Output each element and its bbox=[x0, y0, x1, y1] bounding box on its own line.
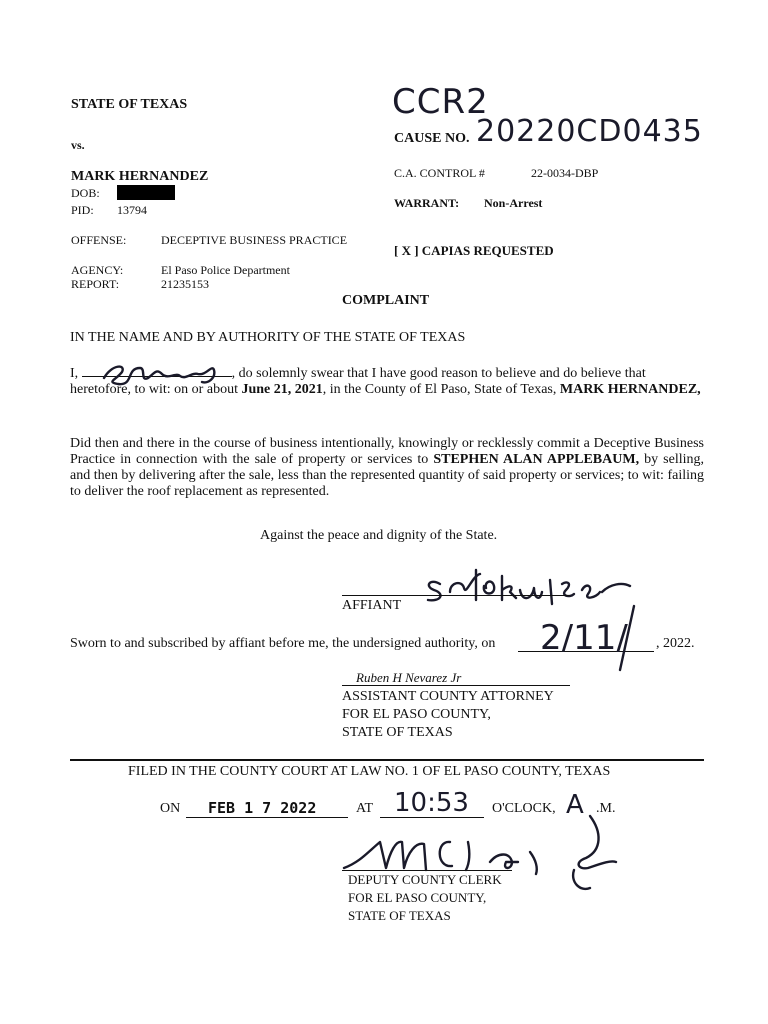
am-pm-suffix: .M. bbox=[596, 801, 616, 816]
capias-requested: [ X ] CAPIAS REQUESTED bbox=[394, 243, 554, 258]
attorney-title: ASSISTANT COUNTY ATTORNEY bbox=[342, 689, 554, 704]
date-slash-stroke bbox=[612, 604, 642, 674]
report-value: 21235153 bbox=[161, 277, 209, 291]
paragraph-county-text: , in the County of El Paso, State of Texas, bbox=[322, 382, 560, 397]
attorney-state: STATE OF TEXAS bbox=[342, 725, 453, 740]
peace-and-dignity: Against the peace and dignity of the State. bbox=[260, 528, 498, 543]
defendant-name: MARK HERNANDEZ bbox=[71, 169, 209, 184]
pid-value: 13794 bbox=[117, 203, 147, 217]
dob-redaction bbox=[117, 185, 175, 200]
sworn-statement: Sworn to and subscribed by affiant before me, the undersigned authority, on bbox=[70, 636, 496, 651]
agency-label: AGENCY: bbox=[71, 263, 124, 277]
victim-name: STEPHEN ALAN APPLEBAUM, bbox=[433, 452, 640, 467]
offense-label: OFFENSE: bbox=[71, 233, 127, 247]
affiant-label: AFFIANT bbox=[342, 598, 402, 613]
oclock-label: O'CLOCK, bbox=[492, 801, 556, 816]
offense-paragraph bbox=[70, 436, 704, 500]
cause-number-label: CAUSE NO. bbox=[394, 131, 470, 146]
deputy-clerk-signature bbox=[340, 812, 620, 902]
sworn-date-handwritten: 2/11/ bbox=[540, 618, 628, 658]
clerk-signature-line bbox=[342, 870, 512, 871]
versus-label: vs. bbox=[71, 138, 85, 152]
paragraph-swear-text: , do solemnly swear that I have good reason to believe and do believe that bbox=[231, 366, 646, 381]
warrant-value: Non-Arrest bbox=[484, 196, 543, 210]
am-pm-handwritten: A bbox=[566, 790, 584, 820]
clerk-state: STATE OF TEXAS bbox=[348, 908, 451, 923]
authority-line: IN THE NAME AND BY AUTHORITY OF THE STATE OF TEXAS bbox=[70, 330, 466, 345]
report-label: REPORT: bbox=[71, 277, 120, 291]
affiant-name-blank bbox=[82, 376, 232, 377]
sworn-year: , 2022. bbox=[656, 636, 695, 651]
filing-divider bbox=[70, 759, 704, 761]
attorney-county: FOR EL PASO COUNTY, bbox=[342, 707, 491, 722]
attorney-signature-line bbox=[342, 685, 570, 686]
paragraph-heretofore-text: heretofore, to wit: on or about bbox=[70, 382, 242, 397]
filed-at-label: AT bbox=[356, 801, 374, 816]
clerk-title: DEPUTY COUNTY CLERK bbox=[348, 872, 502, 887]
agency-value: El Paso Police Department bbox=[161, 263, 290, 277]
affiant-signature bbox=[410, 562, 640, 612]
attorney-name: Ruben H Nevarez Jr bbox=[356, 670, 462, 685]
filed-date-stamp: FEB 1 7 2022 bbox=[208, 799, 317, 817]
filed-date-blank bbox=[186, 817, 348, 818]
offense-description-part1: Did then and there in the course of business intentionally, knowingly or recklessly commit a Deceptive Business Practice in connection with the sale of property or services to bbox=[70, 436, 704, 467]
filed-on-label: ON bbox=[160, 801, 181, 816]
filed-time-handwritten: 10:53 bbox=[394, 788, 469, 818]
offense-value: DECEPTIVE BUSINESS PRACTICE bbox=[161, 233, 348, 247]
pid-label: PID: bbox=[71, 203, 94, 217]
state-of-texas-heading: STATE OF TEXAS bbox=[71, 97, 188, 112]
ca-control-value: 22-0034-DBP bbox=[531, 166, 599, 180]
ca-control-label: C.A. CONTROL # bbox=[394, 166, 485, 180]
clerk-county: FOR EL PASO COUNTY, bbox=[348, 890, 487, 905]
court-handwritten: CCR2 bbox=[392, 82, 489, 122]
dob-label: DOB: bbox=[71, 186, 100, 200]
offense-date: June 21, 2021 bbox=[241, 382, 323, 397]
complaint-title: COMPLAINT bbox=[342, 293, 430, 308]
affiant-signature-line bbox=[342, 595, 570, 596]
defendant-name-inline: MARK HERNANDEZ, bbox=[559, 382, 701, 397]
filed-in-court-line: FILED IN THE COUNTY COURT AT LAW NO. 1 OF EL PASO COUNTY, TEXAS bbox=[128, 764, 611, 779]
affidavit-paragraph bbox=[70, 366, 704, 398]
affiant-initial-signature bbox=[82, 360, 232, 390]
cause-number-handwritten: 20220CD0435 bbox=[476, 114, 703, 149]
warrant-label: WARRANT: bbox=[394, 196, 460, 210]
paragraph-intro-i: I, bbox=[70, 366, 79, 381]
offense-description-part2: by selling, and then by delivering after the sale, less than the represented quantity of said property or services; to wit: failing to deliver the roof replacement as represented. bbox=[70, 452, 704, 499]
